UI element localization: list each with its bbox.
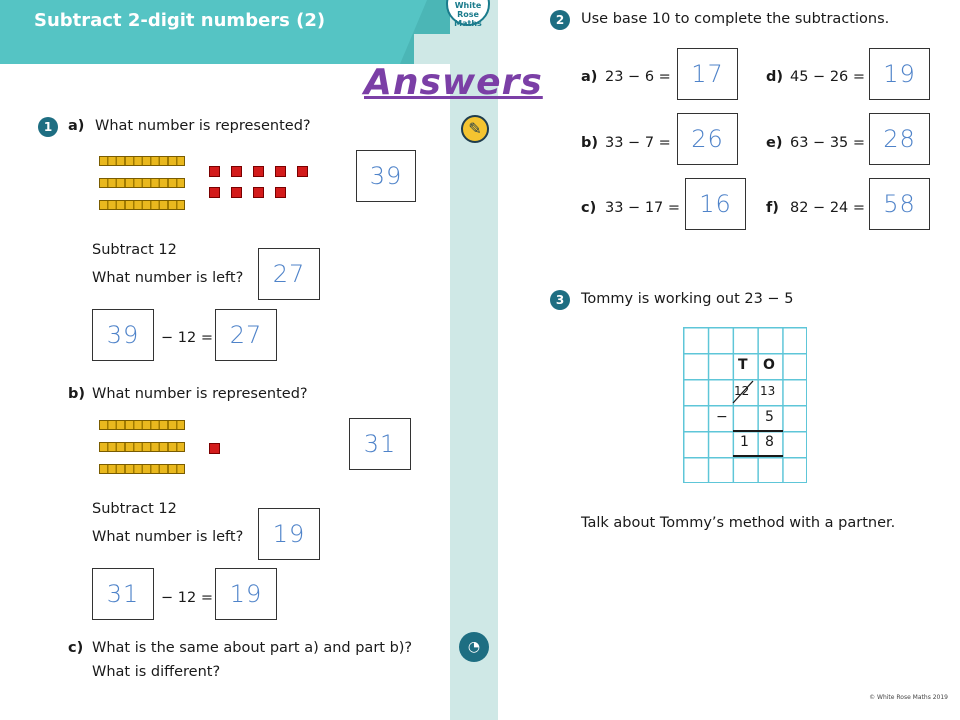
q1c-label: c) (68, 640, 84, 656)
one-cube (253, 166, 264, 177)
page-title: Subtract 2-digit numbers (2) (34, 10, 326, 31)
pencil-icon: ✎ (461, 115, 489, 143)
ten-rod (99, 420, 185, 430)
one-cube (275, 187, 286, 198)
q2a-answer: 17 (677, 48, 738, 100)
q1b-represented-answer: 31 (349, 418, 411, 470)
q2e-label: e) (766, 135, 783, 151)
grid-minus-sign: − (716, 409, 728, 425)
q2b-label: b) (581, 135, 599, 151)
q2e-answer: 28 (869, 113, 930, 165)
q1a-eq-first: 39 (92, 309, 154, 361)
grid-ones-exchange: 13 (760, 384, 776, 398)
q1b-label: b) (68, 386, 86, 402)
one-cube (209, 443, 220, 454)
q3-talk-prompt: Talk about Tommy’s method with a partner. (581, 515, 896, 531)
q2e-expr: 63 − 35 = (790, 135, 866, 151)
q1b-base10-tens (99, 420, 185, 474)
answers-heading: Answers (364, 62, 543, 103)
ten-rod (99, 178, 185, 188)
one-cube (253, 187, 264, 198)
center-strip (450, 0, 498, 720)
q1c-line1: What is the same about part a) and part b)? (92, 640, 413, 656)
q2c-expr: 33 − 17 = (605, 200, 681, 216)
center-strip-tab (414, 34, 498, 64)
one-cube (297, 166, 308, 177)
question-1-badge: 1 (38, 117, 58, 137)
ten-rod (99, 156, 185, 166)
speech-bubble-icon: ◔ (459, 632, 489, 662)
q1a-left-prompt: What number is left? (92, 270, 244, 286)
grid-tens-exchange: 12 (734, 384, 750, 398)
one-cube (275, 166, 286, 177)
q2d-label: d) (766, 69, 784, 85)
q2a-label: a) (581, 69, 598, 85)
ten-rod (99, 200, 185, 210)
q1b-eq-op: − 12 = (161, 590, 213, 606)
question-2-badge: 2 (550, 10, 570, 30)
q1c-line2: What is different? (92, 664, 221, 680)
place-value-grid (683, 327, 807, 483)
crossed-out-stroke (731, 379, 755, 405)
q2f-expr: 82 − 24 = (790, 200, 866, 216)
q2c-answer: 16 (685, 178, 746, 230)
q1a-label: a) (68, 118, 85, 134)
one-cube (231, 166, 242, 177)
q1a-represented-answer: 39 (356, 150, 416, 202)
q1b-eq-first: 31 (92, 568, 154, 620)
grid-subtrahend-ones: 5 (765, 409, 774, 425)
ten-rod (99, 442, 185, 452)
grid-header-ones: O (763, 357, 775, 373)
q1a-eq-result: 27 (215, 309, 277, 361)
grid-result-tens: 1 (740, 434, 749, 450)
grid-header-tens: T (738, 357, 748, 373)
q2b-expr: 33 − 7 = (605, 135, 671, 151)
q1b-left-prompt: What number is left? (92, 529, 244, 545)
q2d-expr: 45 − 26 = (790, 69, 866, 85)
q1a-base10-tens (99, 156, 185, 210)
q1a-subtract-label: Subtract 12 (92, 242, 177, 258)
question-3-badge: 3 (550, 290, 570, 310)
q2f-answer: 58 (869, 178, 930, 230)
q3-prompt: Tommy is working out 23 − 5 (581, 291, 794, 307)
q2-prompt: Use base 10 to complete the subtractions. (581, 11, 890, 27)
one-cube (231, 187, 242, 198)
q1a-eq-op: − 12 = (161, 330, 213, 346)
grid-result-ones: 8 (765, 434, 774, 450)
q1b-eq-result: 19 (215, 568, 277, 620)
q1a-left-answer: 27 (258, 248, 320, 300)
grid-answer-underline (733, 455, 783, 457)
one-cube (209, 187, 220, 198)
q1b-subtract-label: Subtract 12 (92, 501, 177, 517)
q1b-prompt: What number is represented? (92, 386, 308, 402)
ten-rod (99, 464, 185, 474)
q1b-left-answer: 19 (258, 508, 320, 560)
q2a-expr: 23 − 6 = (605, 69, 671, 85)
q2f-label: f) (766, 200, 779, 216)
q2d-answer: 19 (869, 48, 930, 100)
q1a-base10-ones (209, 166, 319, 198)
grid-answer-line (733, 430, 783, 432)
q1a-prompt: What number is represented? (95, 118, 311, 134)
q2b-answer: 26 (677, 113, 738, 165)
one-cube (209, 166, 220, 177)
q2c-label: c) (581, 200, 597, 216)
logo: White Rose Maths (446, 0, 490, 26)
copyright: © White Rose Maths 2019 (869, 694, 948, 701)
